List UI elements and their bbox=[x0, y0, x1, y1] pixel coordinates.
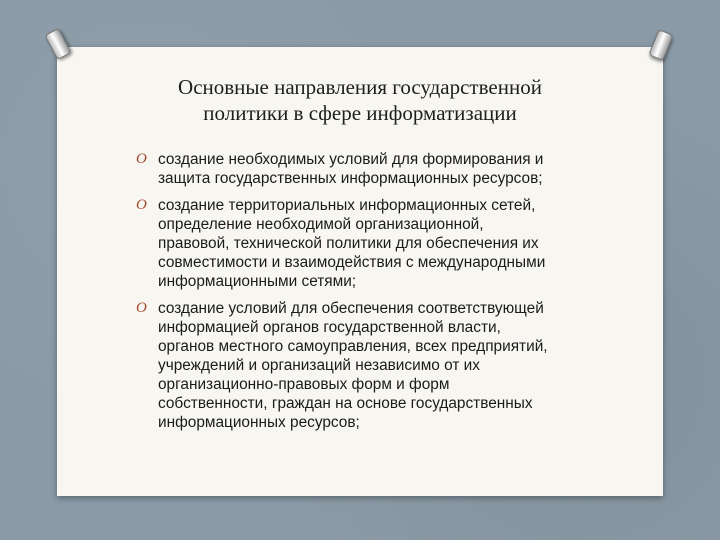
list-item-line: совместимости и взаимодействия с международными bbox=[158, 254, 546, 271]
bullet-list bbox=[136, 150, 636, 432]
slide-title bbox=[0, 74, 720, 126]
list-item-line: учреждений и организаций независимо от их bbox=[158, 357, 480, 374]
list-item-line: создание территориальных информационных сетей, bbox=[158, 197, 536, 214]
list-item-line: создание необходимых условий для формирования и bbox=[158, 151, 544, 168]
bullet-icon: O bbox=[136, 300, 147, 316]
pushpin-icon bbox=[648, 29, 673, 61]
list-item bbox=[136, 299, 636, 432]
list-item-line: собственности, граждан на основе государственных bbox=[158, 395, 533, 412]
list-item-line: информацией органов государственной власти, bbox=[158, 319, 501, 336]
bullet-icon: O bbox=[136, 197, 147, 213]
title-line: Основные направления государственной bbox=[178, 75, 542, 99]
list-item-line: информационными сетями; bbox=[158, 273, 357, 290]
list-item bbox=[136, 150, 636, 188]
list-item-line: защита государственных информационных ресурсов; bbox=[158, 170, 543, 187]
list-item bbox=[136, 196, 636, 291]
bullet-icon: O bbox=[136, 151, 147, 167]
list-item-line: создание условий для обеспечения соответствующей bbox=[158, 300, 544, 317]
list-item-line: правовой, технической политики для обеспечения их bbox=[158, 235, 539, 252]
list-item-line: информационных ресурсов; bbox=[158, 414, 360, 431]
list-item-line: органов местного самоуправления, всех предприятий, bbox=[158, 338, 548, 355]
title-line: политики в сфере информатизации bbox=[203, 101, 517, 125]
list-item-line: определение необходимой организационной, bbox=[158, 216, 484, 233]
list-item-line: организационно-правовых форм и форм bbox=[158, 376, 450, 393]
